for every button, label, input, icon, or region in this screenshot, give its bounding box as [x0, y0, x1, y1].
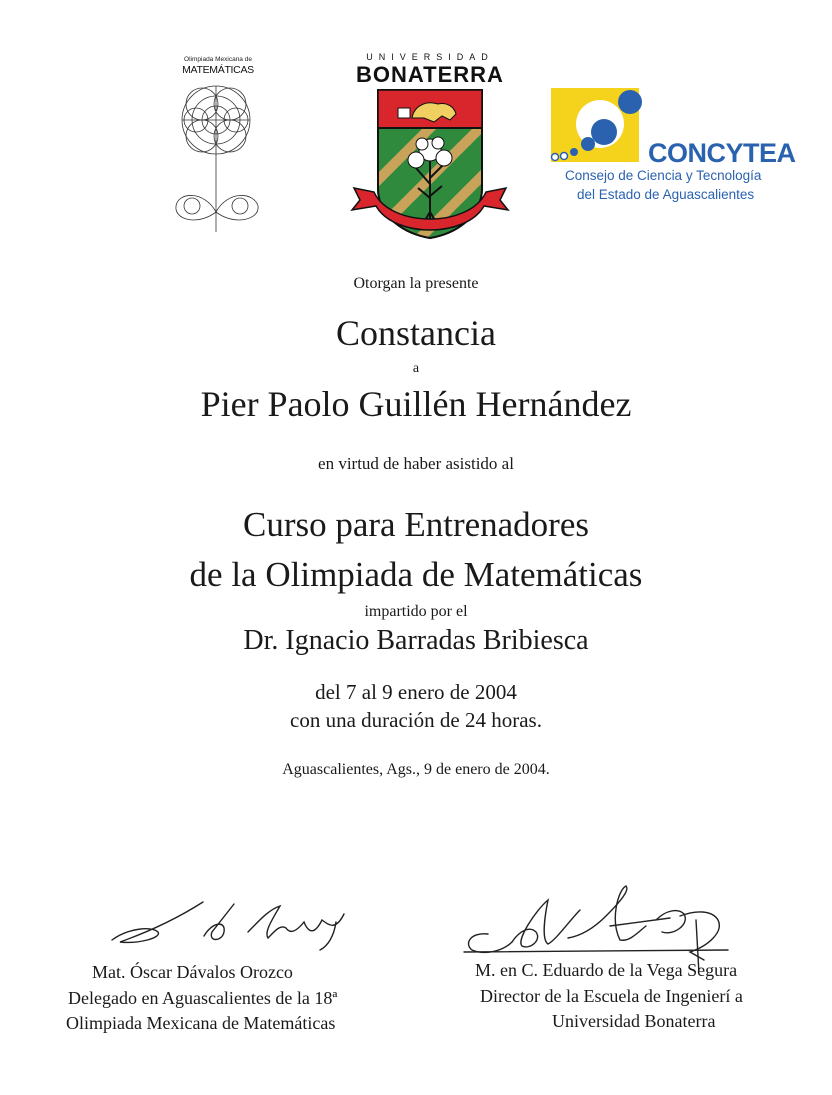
concytea-name: CONCYTEA	[648, 138, 796, 168]
bonaterra-shield-icon	[350, 88, 510, 240]
bonaterra-logo-name: BONATERRA	[356, 62, 504, 87]
concytea-subtitle-line1: Consejo de Ciencia y Tecnología	[565, 168, 762, 183]
instructor-name: Dr. Ignacio Barradas Bribiesca	[243, 625, 589, 656]
omm-logo-small-text: Olimpiada Mexicana de	[184, 56, 252, 63]
left-signer-role-line1: Delegado en Aguascalientes de la 18ª	[68, 988, 338, 1008]
course-dates: del 7 al 9 enero de 2004	[315, 680, 517, 704]
bonaterra-logo	[345, 52, 515, 242]
concytea-circles-icon	[548, 86, 658, 166]
left-signer-name: Mat. Óscar Dávalos Orozco	[92, 962, 293, 982]
reason-text: en virtud de haber asistido al	[318, 454, 514, 473]
certificate-title: Constancia	[336, 313, 496, 353]
left-signer-role-line2: Olimpiada Mexicana de Matemáticas	[66, 1013, 336, 1033]
intro-text: Otorgan la presente	[353, 275, 479, 292]
concytea-logo	[548, 86, 808, 216]
place-and-date: Aguascalientes, Ags., 9 de enero de 2004.	[282, 761, 550, 778]
right-signer-role-line1: Director de la Escuela de Ingenierí a	[480, 986, 743, 1006]
course-title-line1: Curso para Entrenadores	[243, 505, 589, 544]
right-signer-name: M. en C. Eduardo de la Vega Segura	[475, 960, 738, 980]
omm-logo	[168, 56, 268, 236]
bonaterra-logo-top-text: UNIVERSIDAD	[366, 52, 494, 62]
omm-logo-title: MATEMÁTICAS	[182, 64, 254, 76]
recipient-name: Pier Paolo Guillén Hernández	[200, 384, 632, 424]
concytea-subtitle-line2: del Estado de Aguascalientes	[577, 187, 755, 202]
taught-by-text: impartido por el	[364, 603, 468, 620]
connector-text: a	[412, 361, 420, 376]
right-signer-role-line2: Universidad Bonaterra	[552, 1011, 716, 1031]
left-signature-mark	[108, 892, 353, 954]
course-duration: con una duración de 24 horas.	[290, 708, 542, 732]
course-title-line2: de la Olimpiada de Matemáticas	[189, 555, 643, 594]
right-signature-mark	[460, 880, 735, 970]
omm-flower-icon	[168, 80, 268, 236]
